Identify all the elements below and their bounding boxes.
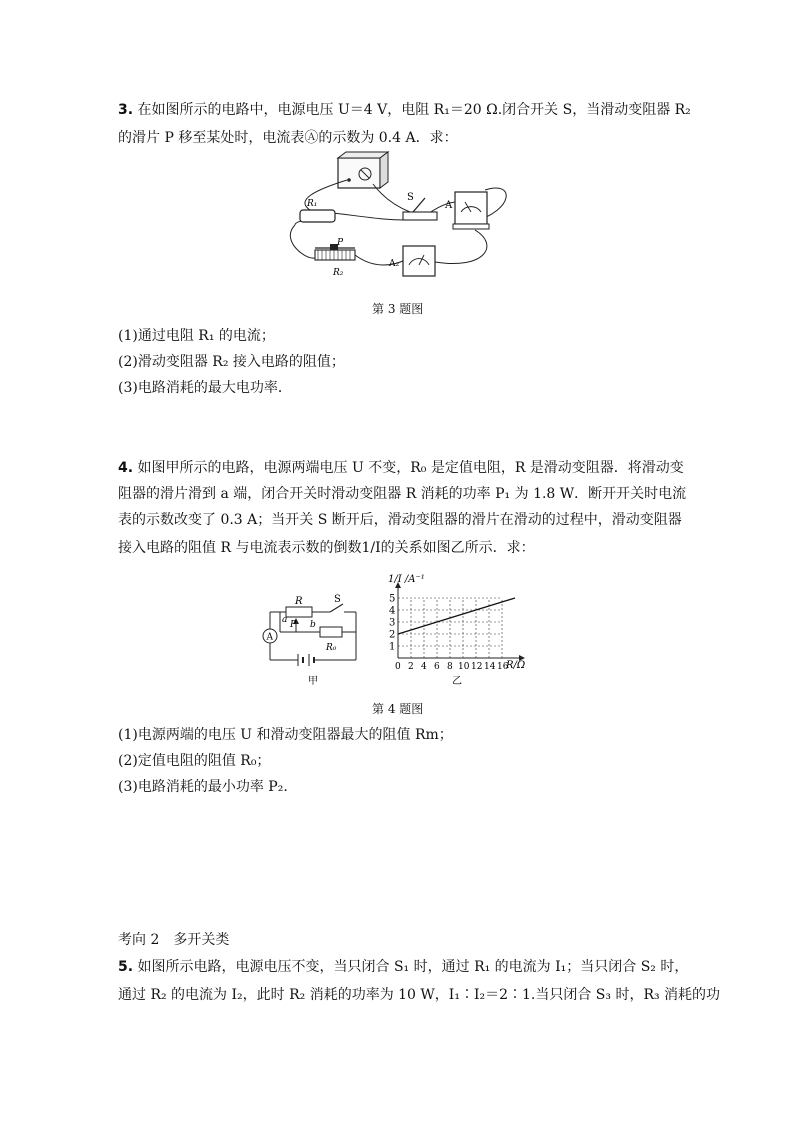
label-r1: R₁ (307, 199, 318, 209)
rheostat-r2 (315, 250, 355, 260)
label-p: P (290, 620, 297, 630)
label-r2: R₂ (333, 268, 344, 278)
y-tick-label: 4 (389, 605, 396, 617)
label-p: P (337, 238, 344, 248)
label-a: A (445, 200, 453, 211)
x-tick-label: 6 (434, 662, 440, 672)
q5-line-1 (118, 957, 688, 977)
y-tick-label: 2 (389, 629, 396, 641)
q4-line-4: 接入电路的阻值 R 与电流表示数的倒数1/I的关系如图乙所示．求： (118, 540, 535, 556)
q4-sub-3: (3)电路消耗的最小功率 P₂. (118, 779, 288, 795)
data-line-r-vs-inverse-i (398, 598, 515, 634)
label-s: S (334, 594, 341, 605)
ammeter-a (455, 192, 487, 224)
x-tick-label: 0 (395, 662, 401, 672)
q3-sub-2: (2)滑动变阻器 R₂ 接入电路的阻值； (118, 354, 345, 370)
y-tick-label: 1 (389, 641, 396, 653)
q3-text-1: 在如图所示的电路中，电源电压 U＝4 V，电阻 R₁＝20 Ω.闭合开关 S，当滑动变阻器 R₂ (133, 102, 691, 118)
label-r: R (295, 596, 303, 607)
label-jia: 甲 (308, 676, 318, 687)
q3-line-1 (118, 100, 691, 120)
x-tick-label: 12 (471, 662, 483, 672)
q4-figure-caption: 第 4 题图 (372, 702, 424, 716)
q3-circuit-figure (285, 150, 520, 285)
label-ammeter: A (266, 632, 273, 643)
graph-ylabel: 1/I /A⁻¹ (388, 574, 425, 585)
x-tick-label: 14 (484, 662, 496, 672)
resistor-r0 (320, 627, 342, 637)
switch-s (330, 604, 343, 612)
q3-figure-caption: 第 3 题图 (372, 302, 424, 316)
x-tick-label: 2 (408, 662, 414, 672)
graph-xlabel: R/Ω (506, 660, 526, 671)
label-b: b (310, 620, 316, 630)
q4-graph-yi (380, 570, 540, 688)
label-yi: 乙 (452, 676, 462, 687)
q5-line-2: 通过 R₂ 的电流为 I₂，此时 R₂ 消耗的功率为 10 W，I₁∶I₂＝2∶1.当只闭合 S₃ 时，R₃ 消耗的功 (118, 987, 721, 1003)
q4-line-1 (118, 458, 684, 478)
section-title: 考向 2 多开关类 (118, 932, 230, 948)
q3-line-2: 的滑片 P 移至某处时，电流表Ⓐ的示数为 0.4 A．求： (118, 130, 458, 146)
q4-circuit-jia (258, 590, 378, 690)
q4-sub-1: (1)电源两端的电压 U 和滑动变阻器最大的阻值 Rm； (118, 727, 453, 743)
q4-number: 4. (118, 460, 134, 476)
y-tick-label: 3 (389, 617, 396, 629)
q4-sub-2: (2)定值电阻的阻值 R₀； (118, 753, 271, 769)
label-r0: R₀ (326, 643, 337, 653)
x-tick-label: 16 (497, 662, 509, 672)
q5-number: 5. (118, 959, 134, 975)
x-tick-label: 4 (421, 662, 427, 672)
y-tick-label: 5 (389, 593, 396, 605)
q4-line-2: 阻器的滑片滑到 a 端，闭合开关时滑动变阻器 R 消耗的功率 P₁ 为 1.8 W．断开开关时电流 (118, 486, 687, 502)
label-s: S (407, 192, 414, 203)
q3-sub-1: (1)通过电阻 R₁ 的电流； (118, 328, 275, 344)
q3-sub-3: (3)电路消耗的最大电功率． (118, 380, 292, 396)
q3-number: 3. (118, 102, 134, 118)
switch-s (403, 212, 437, 220)
label-a: a (282, 615, 288, 625)
label-a2: A₂ (389, 259, 400, 269)
q5-text-1: 如图所示电路，电源电压不变，当只闭合 S₁ 时，通过 R₁ 的电流为 I₁；当只闭合 S₂ 时， (133, 959, 689, 975)
q4-line-3: 表的示数改变了 0.3 A；当开关 S 断开后，滑动变阻器的滑片在滑动的过程中，滑动变阻器 (118, 512, 682, 528)
q4-text-1: 如图甲所示的电路，电源两端电压 U 不变，R₀ 是定值电阻，R 是滑动变阻器．将滑动变 (133, 460, 684, 476)
x-tick-label: 10 (458, 662, 470, 672)
x-tick-label: 8 (447, 662, 453, 672)
resistor-r (286, 607, 312, 617)
ammeter-a2 (403, 246, 435, 276)
resistor-r1 (300, 210, 335, 222)
